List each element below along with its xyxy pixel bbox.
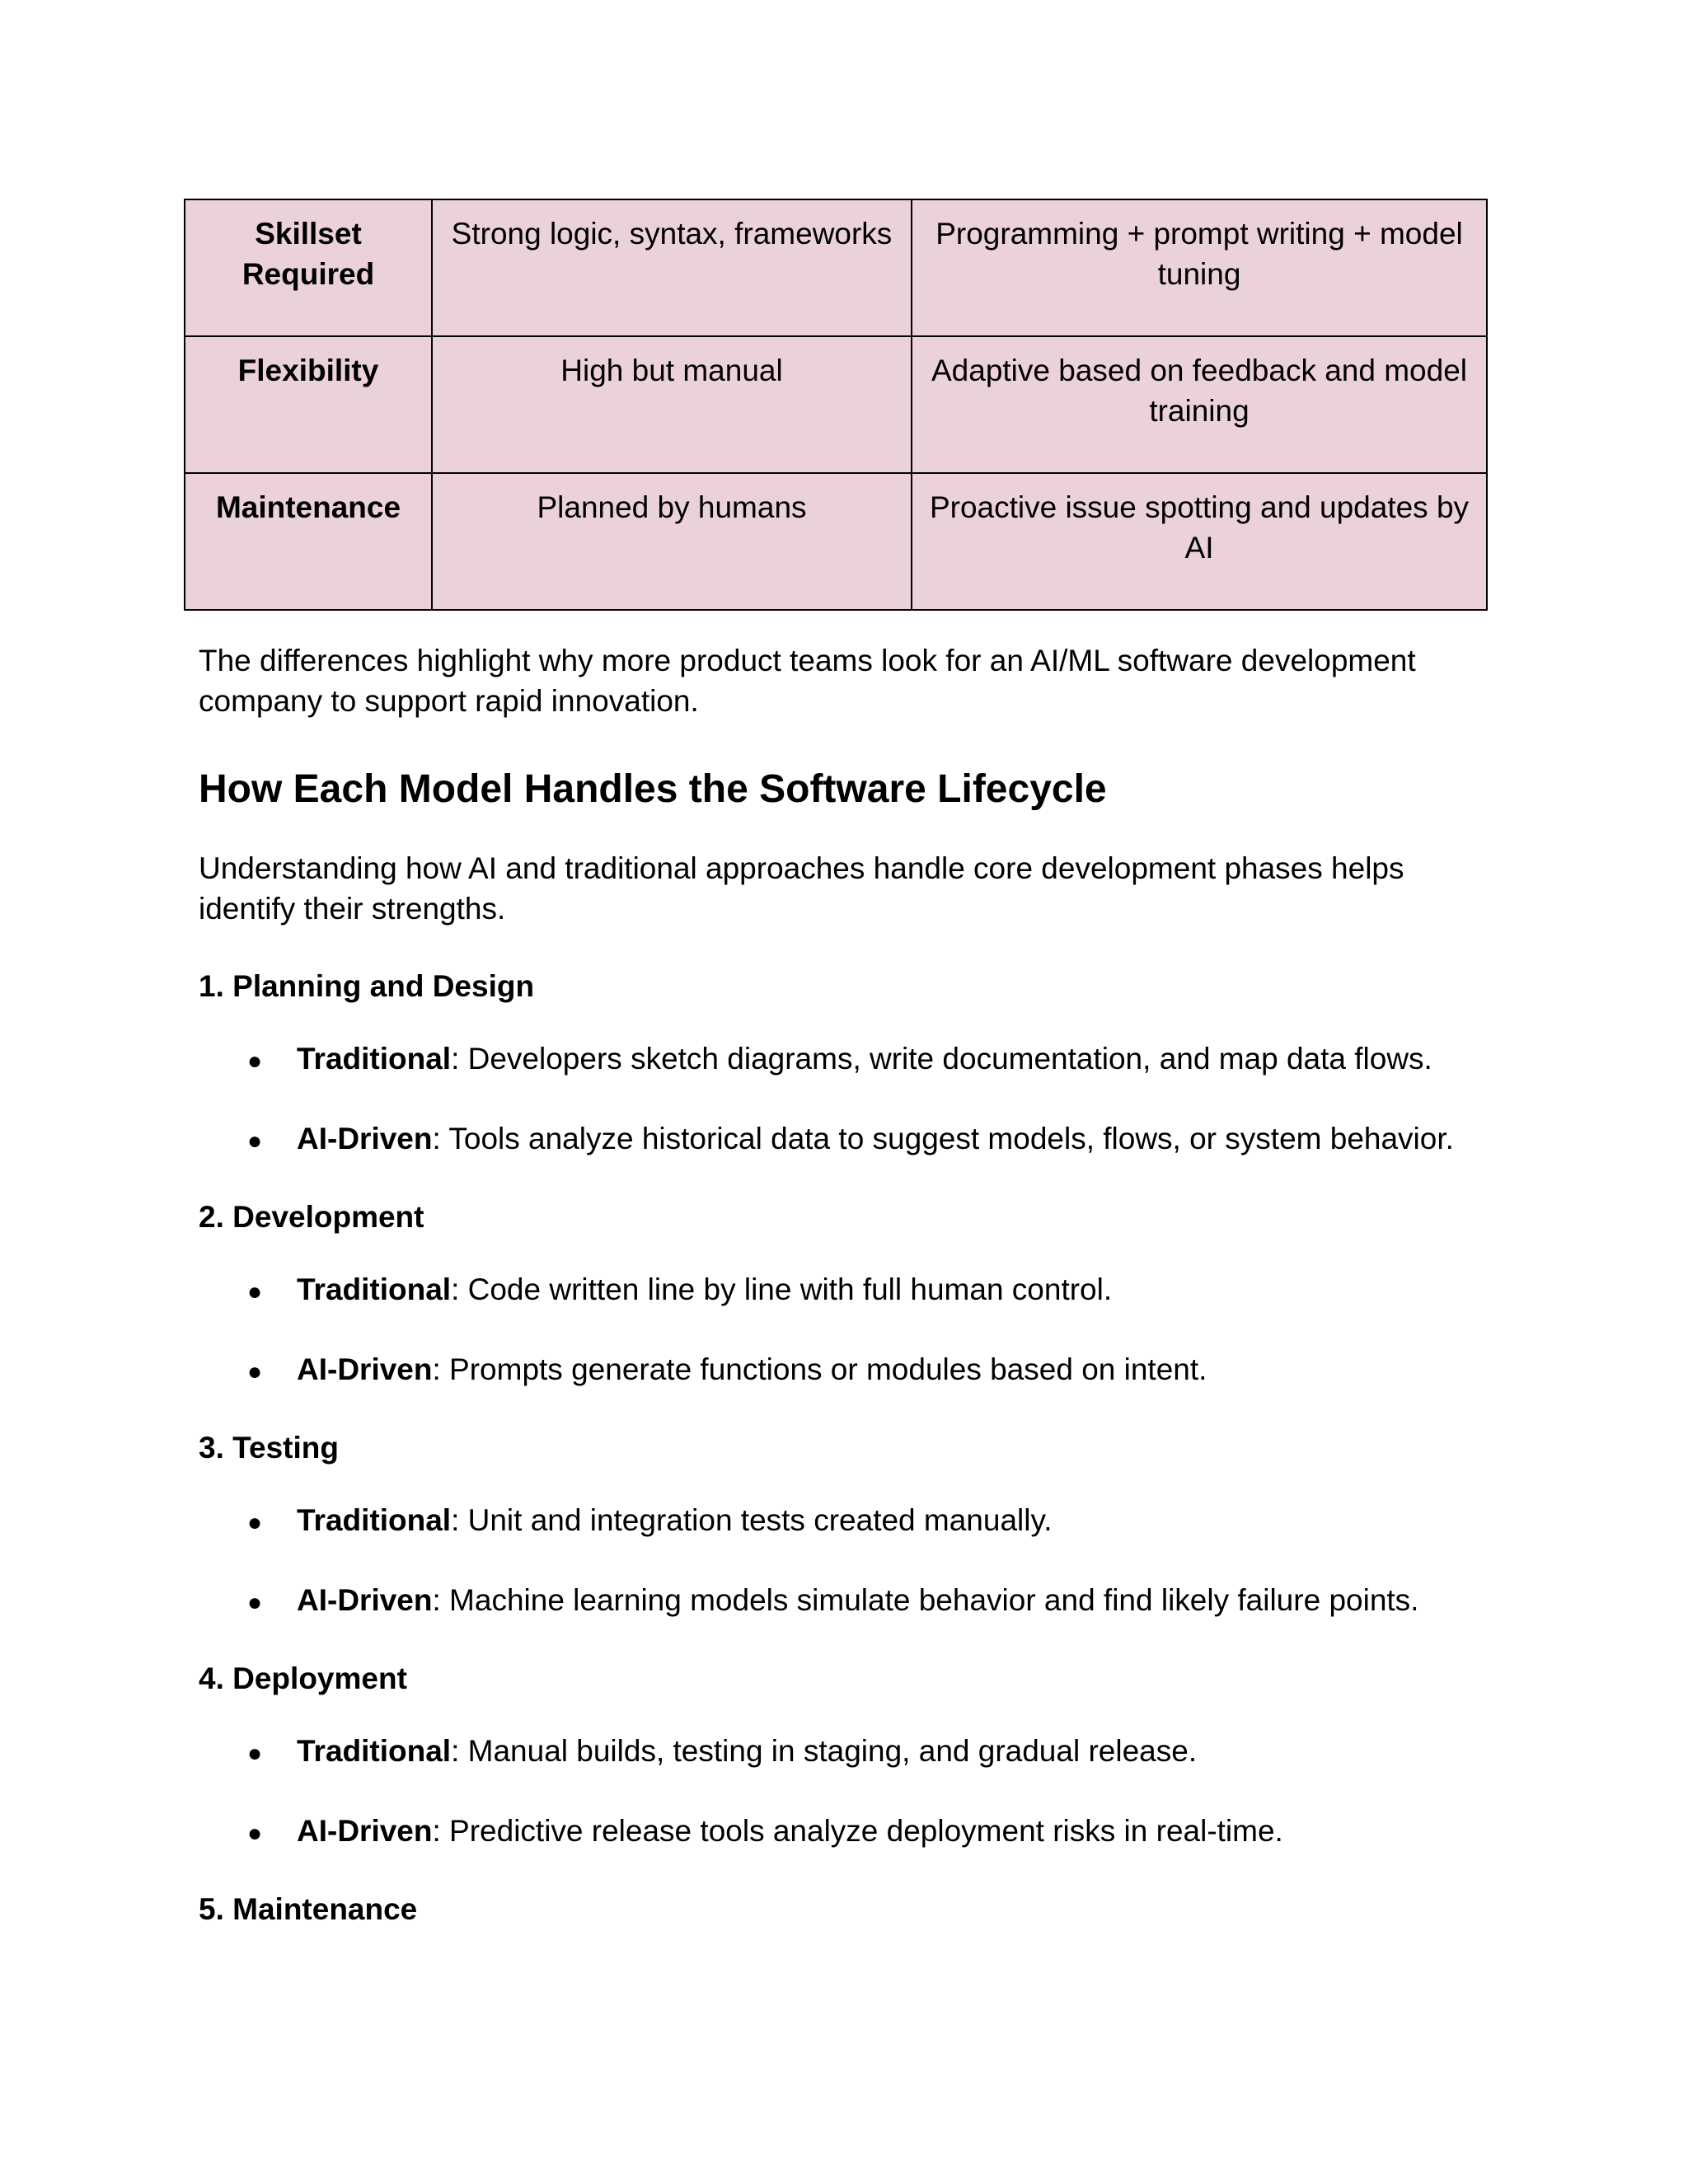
list-item (247, 1580, 1484, 1623)
phase-title-maintenance: 5. Maintenance (199, 1892, 418, 1926)
bullet-icon: ● (247, 1820, 263, 1847)
phase-title-planning: 1. Planning and Design (199, 969, 535, 1003)
item-text: : Unit and integration tests created manually. (451, 1503, 1053, 1537)
cell-ai-maintenance: Proactive issue spotting and updates by AI (912, 473, 1487, 610)
cell-ai-skillset: Programming + prompt writing + model tuning (912, 199, 1487, 336)
phase-title-testing: 3. Testing (199, 1431, 339, 1465)
list-item (247, 1811, 1484, 1854)
item-text: : Developers sketch diagrams, write documentation, and map data flows. (451, 1042, 1432, 1076)
list-item (247, 1500, 1484, 1543)
phase-title-deployment: 4. Deployment (199, 1661, 407, 1695)
bullet-icon: ● (247, 1127, 263, 1155)
phase-title-development: 2. Development (199, 1200, 424, 1234)
item-text: : Code written line by line with full human control. (451, 1272, 1113, 1306)
cell-traditional-flexibility: High but manual (432, 336, 912, 473)
comparison-table (184, 199, 1488, 611)
cell-traditional-skillset: Strong logic, syntax, frameworks (432, 199, 912, 336)
item-term: AI-Driven (297, 1122, 433, 1155)
section-heading: How Each Model Handles the Software Lifecycle (199, 767, 1107, 811)
row-label-skillset: Skillset Required (185, 199, 432, 336)
item-text: : Manual builds, testing in staging, and gradual release. (451, 1734, 1198, 1768)
item-term: Traditional (297, 1272, 452, 1306)
table-row (185, 199, 1487, 336)
item-term: AI-Driven (297, 1352, 433, 1386)
cell-traditional-maintenance: Planned by humans (432, 473, 912, 610)
bullet-icon: ● (247, 1589, 263, 1616)
list-item (247, 1269, 1484, 1312)
bullet-icon: ● (247, 1278, 263, 1305)
row-label-maintenance: Maintenance (185, 473, 432, 610)
bullet-icon: ● (247, 1358, 263, 1385)
bullet-icon: ● (247, 1740, 263, 1767)
item-text: : Predictive release tools analyze deployment risks in real-time. (432, 1814, 1283, 1848)
list-item (247, 1118, 1484, 1161)
item-text: : Machine learning models simulate behavior and find likely failure points. (432, 1583, 1419, 1617)
list-item (247, 1038, 1484, 1081)
item-term: Traditional (297, 1503, 452, 1537)
item-term: Traditional (297, 1042, 452, 1076)
item-text: : Tools analyze historical data to suggest models, flows, or system behavior. (432, 1122, 1454, 1155)
table-row (185, 473, 1487, 610)
item-term: AI-Driven (297, 1814, 433, 1848)
list-item (247, 1731, 1484, 1774)
list-item (247, 1349, 1484, 1392)
intro-paragraph: The differences highlight why more product teams look for an AI/ML software development company to support rapid innovation. (199, 644, 1416, 718)
bullet-icon: ● (247, 1047, 263, 1075)
row-label-flexibility: Flexibility (185, 336, 432, 473)
section-intro: Understanding how AI and traditional approaches handle core development phases helps identify their strengths. (199, 851, 1404, 926)
bullet-icon: ● (247, 1509, 263, 1536)
cell-ai-flexibility: Adaptive based on feedback and model training (912, 336, 1487, 473)
item-text: : Prompts generate functions or modules based on intent. (432, 1352, 1207, 1386)
item-term: Traditional (297, 1734, 452, 1768)
table-row (185, 336, 1487, 473)
item-term: AI-Driven (297, 1583, 433, 1617)
